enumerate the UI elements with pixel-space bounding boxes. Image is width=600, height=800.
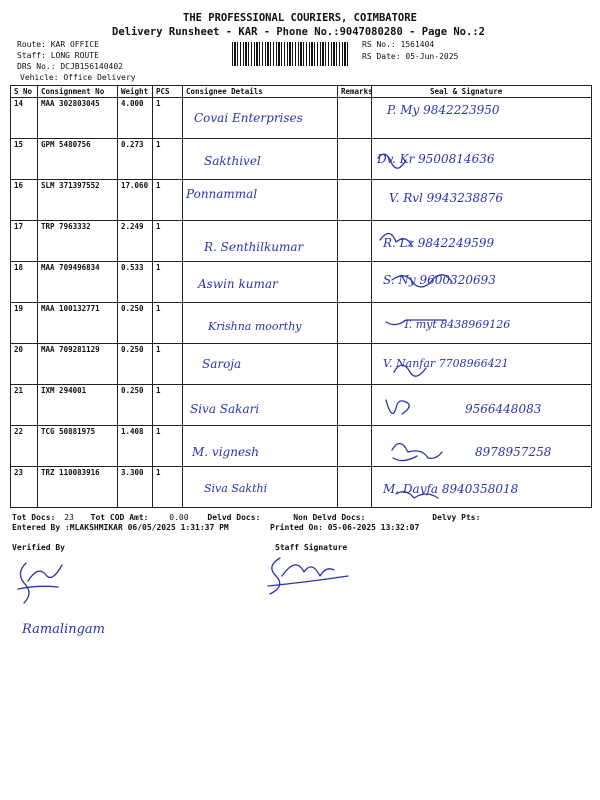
row-weight: 4.000	[118, 98, 153, 139]
row-consignment-no: SLM 371397552	[38, 180, 118, 221]
row-pcs: 1	[153, 98, 183, 139]
verified-by-label: Verified By	[12, 543, 65, 552]
row-weight: 0.533	[118, 262, 153, 303]
row-pcs: 1	[153, 426, 183, 467]
staff-signature	[262, 552, 362, 597]
drs-number: DRS No.: DCJB156140402	[17, 62, 123, 71]
row-seal-signature: S. Ny 9600320693	[383, 273, 496, 287]
row-seal-signature: 9566448083	[465, 402, 542, 416]
delvd-docs-label: Delvd Docs:	[207, 513, 261, 522]
row-consignee: Krishna moorthy	[208, 320, 302, 333]
delvy-pts-label: Delvy Pts:	[432, 513, 481, 522]
row-consignment-no: TRP 7963332	[38, 221, 118, 262]
row-pcs: 1	[153, 262, 183, 303]
col-header-remarks: Remarks	[338, 86, 372, 98]
row-consignment-no: MAA 302803045	[38, 98, 118, 139]
row-consignee: R. Senthilkumar	[204, 240, 304, 254]
staff-text: Staff: LONG ROUTE	[17, 51, 99, 60]
tot-cod-value: 0.00	[169, 513, 189, 522]
verified-by-signature	[10, 555, 90, 605]
rs-date: RS Date: 05-Jun-2025	[362, 52, 459, 61]
row-weight: 0.250	[118, 303, 153, 344]
row-seal-signature: T. myt 8438969126	[403, 318, 511, 331]
row-pcs: 1	[153, 139, 183, 180]
row-consignee: Sakthivel	[204, 154, 261, 168]
row-sno: 15	[11, 139, 38, 180]
non-delvd-docs-label: Non Delvd Docs:	[293, 513, 366, 522]
row-consignee: M. vignesh	[192, 445, 259, 459]
row-sno: 18	[11, 262, 38, 303]
row-seal-signature: Dv. Kr 9500814636	[377, 152, 495, 166]
row-weight: 0.273	[118, 139, 153, 180]
row-sno: 16	[11, 180, 38, 221]
row-seal-signature: P. My 9842223950	[387, 103, 500, 117]
tot-cod-label: Tot COD Amt:	[90, 513, 149, 522]
entered-by: Entered By :MLAKSHMIKAR 06/05/2025 1:31:37 PM	[12, 523, 229, 532]
row-consignee: Covai Enterprises	[194, 111, 303, 125]
route-text: Route: KAR OFFICE	[17, 40, 99, 49]
col-header-pcs: PCS	[153, 86, 183, 98]
totals-line	[12, 513, 480, 522]
row-consignee: Siva Sakthi	[204, 482, 268, 495]
row-sno: 23	[11, 467, 38, 508]
company-title: THE PROFESSIONAL COURIERS, COIMBATORE	[183, 12, 417, 24]
row-consignee: Saroja	[202, 357, 242, 371]
vehicle-text: Vehicle: Office Delivery	[20, 73, 136, 82]
row-seal-signature: M. Dayfa 8940358018	[383, 482, 519, 496]
row-weight: 3.300	[118, 467, 153, 508]
row-consignment-no: GPM 5480756	[38, 139, 118, 180]
staff-signature-label: Staff Signature	[275, 543, 348, 552]
row-seal-signature: R. Lz 9842249599	[383, 236, 495, 250]
col-header-consignment: Consignment No	[38, 86, 118, 98]
row-weight: 0.250	[118, 344, 153, 385]
tot-docs-label: Tot Docs:	[12, 513, 56, 522]
row-consignment-no: IXM 294001	[38, 385, 118, 426]
row-sno: 17	[11, 221, 38, 262]
row-sno: 21	[11, 385, 38, 426]
row-pcs: 1	[153, 344, 183, 385]
col-header-consignee: Consignee Details	[183, 86, 338, 98]
col-header-weight: Weight	[118, 86, 153, 98]
handwritten-name: Ramalingam	[22, 622, 106, 637]
row-weight: 0.250	[118, 385, 153, 426]
row-sno: 19	[11, 303, 38, 344]
row-consignment-no: TCG 50881975	[38, 426, 118, 467]
row-sno: 20	[11, 344, 38, 385]
row-pcs: 1	[153, 467, 183, 508]
row-pcs: 1	[153, 303, 183, 344]
tot-docs-value: 23	[64, 513, 74, 522]
row-weight: 1.408	[118, 426, 153, 467]
row-seal-signature: V. Rvl 9943238876	[389, 191, 504, 205]
runsheet-subtitle: Delivery Runsheet - KAR - Phone No.:9047080280 - Page No.:2	[112, 26, 485, 38]
row-weight: 17.060	[118, 180, 153, 221]
col-header-seal: Seal & Signature	[372, 86, 592, 98]
row-pcs: 1	[153, 180, 183, 221]
row-seal-signature: 8978957258	[475, 445, 552, 459]
row-pcs: 1	[153, 221, 183, 262]
rs-number: RS No.: 1561404	[362, 40, 435, 49]
row-sno: 14	[11, 98, 38, 139]
row-consignee: Siva Sakari	[190, 402, 260, 416]
row-consignment-no: MAA 709496834	[38, 262, 118, 303]
row-consignment-no: MAA 100132771	[38, 303, 118, 344]
row-sno: 22	[11, 426, 38, 467]
row-weight: 2.249	[118, 221, 153, 262]
row-consignment-no: TRZ 110083916	[38, 467, 118, 508]
row-seal-signature: V. Nanfar 7708966421	[383, 357, 509, 370]
col-header-sno: S No	[11, 86, 38, 98]
row-consignee: Ponnammal	[186, 187, 258, 201]
row-consignment-no: MAA 709281129	[38, 344, 118, 385]
row-pcs: 1	[153, 385, 183, 426]
printed-on: Printed On: 05-06-2025 13:32:07	[270, 523, 420, 532]
row-consignee: Aswin kumar	[198, 277, 278, 291]
